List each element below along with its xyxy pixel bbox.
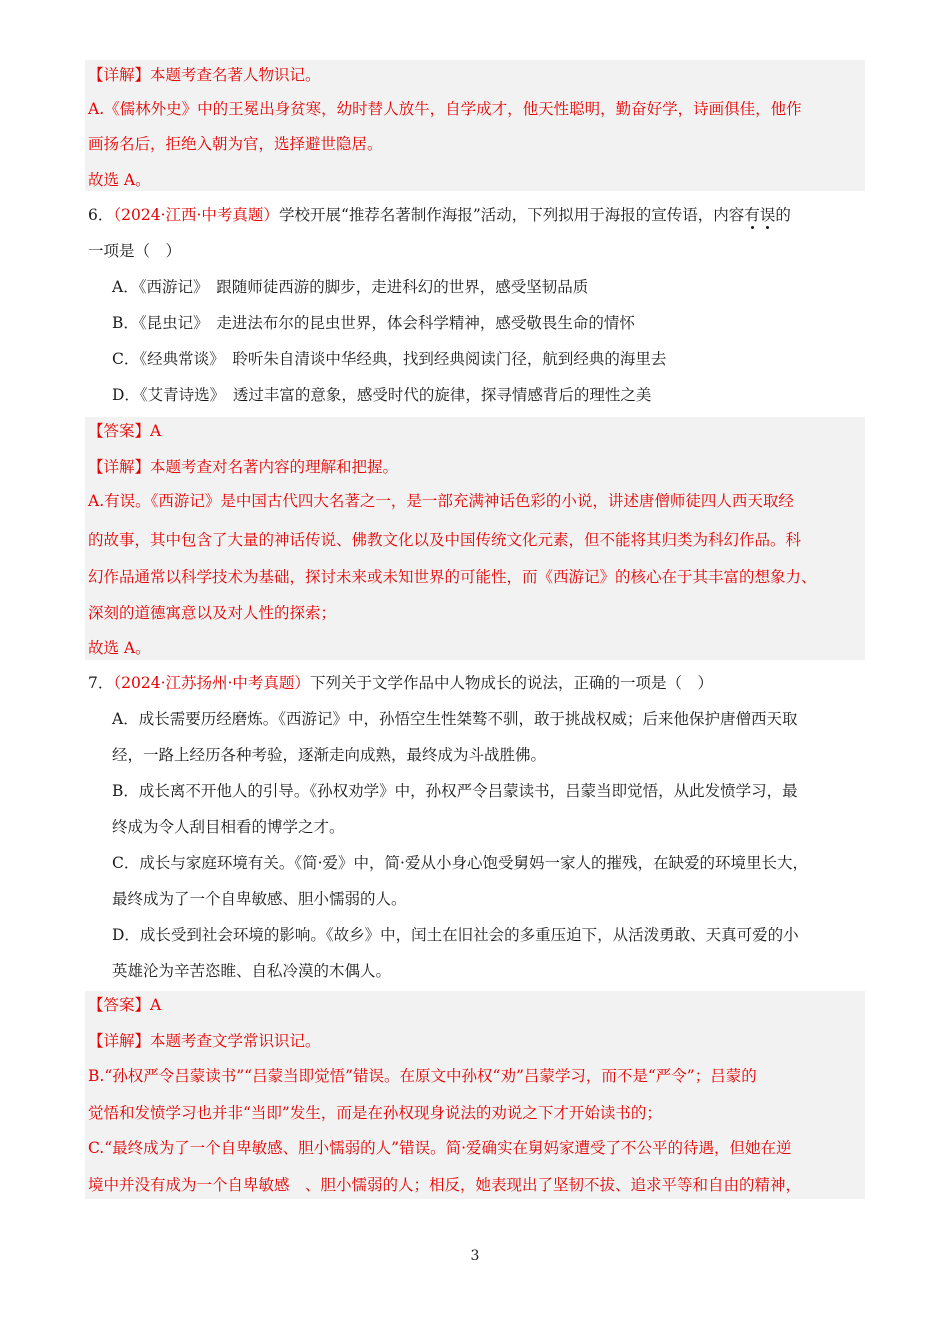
prev-conclusion: 故选 A。 xyxy=(88,171,151,189)
q7-option-c-cont: 最终成为了一个自卑敏感、胆小懦弱的人。 xyxy=(112,890,407,908)
q6-analysis-line-4: 深刻的道德寓意以及对人性的探索； xyxy=(88,604,337,622)
q7-analysis-line-4: 境中并没有成为一个自卑敏感 、胆小懦弱的人；相反，她表现出了坚韧不拔、追求平等和自由的精神， xyxy=(88,1176,802,1194)
q7-option-a: A．成长需要历经磨炼。《西游记》中，孙悟空生性桀骜不驯，敢于挑战权威；后来他保护唐僧西天取 xyxy=(112,710,798,728)
q7-option-d-cont: 英雄沦为辛苦恣睢、自私冷漠的木偶人。 xyxy=(112,962,392,980)
prev-detail: 【详解】本题考查名著人物识记。 xyxy=(88,66,321,84)
q6-detail: 【详解】本题考查对名著内容的理解和把握。 xyxy=(88,458,399,476)
q6-option-c: C．《经典常谈》 聆听朱自清谈中华经典，找到经典阅读门径，航到经典的海里去 xyxy=(112,350,667,368)
q7-number: 7． xyxy=(88,674,114,692)
q7-analysis-line-1: B.“孙权严令吕蒙读书”“吕蒙当即觉悟”错误。在原文中孙权“劝”吕蒙学习，而不是“严令”；吕蒙的 xyxy=(88,1067,757,1085)
prev-analysis-line-2: 画扬名后，拒绝入朝为官，选择避世隐居。 xyxy=(88,135,383,153)
q6-stem-text: 学校开展“推荐名著制作海报”活动，下列拟用于海报的宣传语，内容 xyxy=(278,206,745,224)
q6-emphasis-char: 误 xyxy=(759,206,776,224)
q6-option-b: B．《昆虫记》 走进法布尔的昆虫世界，体会科学精神，感受敬畏生命的情怀 xyxy=(112,314,635,332)
q6-number: 6． xyxy=(88,206,114,224)
q6-source: （2024·江西·中考真题） xyxy=(113,206,279,224)
q6-option-a: A．《西游记》 跟随师徒西游的脚步，走进科幻的世界，感受坚韧品质 xyxy=(112,278,589,296)
q6-analysis-line-2: 的故事，其中包含了大量的神话传说、佛教文化以及中国传统文化元素，但不能将其归类为科幻作品。科 xyxy=(88,531,802,549)
q7-option-b: B．成长离不开他人的引导。《孙权劝学》中，孙权严令吕蒙读书，吕蒙当即觉悟，从此发愤学习，最 xyxy=(112,782,798,800)
q6-stem xyxy=(88,205,791,225)
q7-detail: 【详解】本题考查文学常识识记。 xyxy=(88,1032,321,1050)
page-number: 3 xyxy=(470,1248,480,1264)
q7-source: （2024·江苏扬州·中考真题） xyxy=(113,674,310,692)
q6-stem-tail: 的 xyxy=(775,206,791,224)
q7-analysis-line-2: 觉悟和发愤学习也并非“当即”发生，而是在孙权现身说法的劝说之下才开始读书的； xyxy=(88,1104,662,1122)
q7-answer: 【答案】A xyxy=(88,996,162,1014)
q7-option-a-cont: 经，一路上经历各种考验，逐渐走向成熟，最终成为斗战胜佛。 xyxy=(112,746,547,764)
q7-answer-block xyxy=(85,991,865,1199)
q6-answer: 【答案】A xyxy=(88,422,162,440)
q7-option-c: C．成长与家庭环境有关。《简·爱》中，简·爱从小身心饱受舅妈一家人的摧残，在缺爱的环境里长大， xyxy=(112,854,808,872)
q7-option-b-cont: 终成为令人刮目相看的博学之才。 xyxy=(112,818,345,836)
prev-analysis-line-1: A.《儒林外史》中的王冕出身贫寒，幼时替人放牛，自学成才，他天性聪明，勤奋好学，诗画俱佳，他作 xyxy=(88,100,802,118)
q6-option-d: D．《艾青诗选》 透过丰富的意象，感受时代的旋律，探寻情感背后的理性之美 xyxy=(112,386,652,404)
q7-stem xyxy=(88,673,713,693)
q6-analysis-line-3: 幻作品通常以科学技术为基础，探讨未来或未知世界的可能性，而《西游记》的核心在于其丰富的想象力、 xyxy=(88,568,817,586)
q6-stem-line-2: 一项是（ ） xyxy=(88,242,182,260)
q7-analysis-line-3: C.“最终成为了一个自卑敏感、胆小懦弱的人”错误。简·爱确实在舅妈家遭受了不公平的待遇，但她在逆 xyxy=(88,1139,792,1157)
q6-emphasis-char: 有 xyxy=(744,206,760,224)
q7-stem-text: 下列关于文学作品中人物成长的说法，正确的一项是（ ） xyxy=(309,674,713,692)
q6-analysis-line-1: A.有误。《西游记》是中国古代四大名著之一，是一部充满神话色彩的小说，讲述唐僧师徒四人西天取经 xyxy=(88,492,794,510)
q7-option-d: D．成长受到社会环境的影响。《故乡》中，闰土在旧社会的多重压迫下，从活泼勇敢、天真可爱的小 xyxy=(112,926,799,944)
q6-conclusion: 故选 A。 xyxy=(88,639,151,657)
